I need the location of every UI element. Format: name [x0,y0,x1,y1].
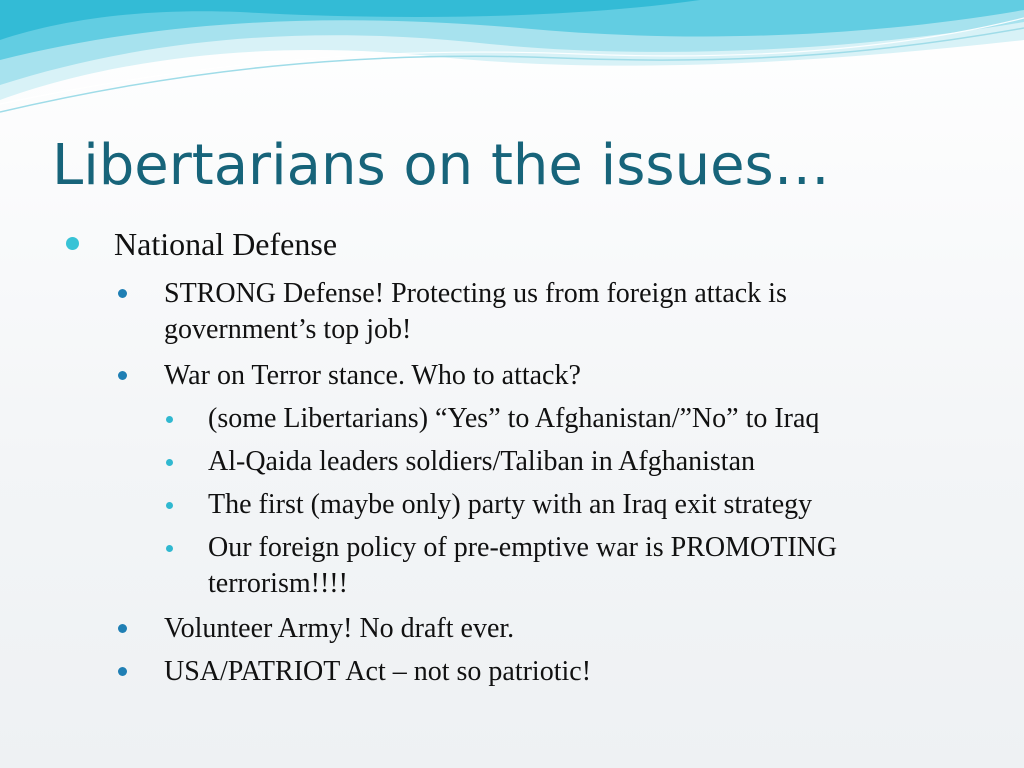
bullet-text: (some Libertarians) “Yes” to Afghanistan/”No” to Iraq [208,403,820,434]
bullet-item-iraq-exit-strategy [208,487,928,523]
bullet-icon [166,545,173,552]
bullet-icon [118,289,127,298]
bullet-icon [166,416,173,423]
bullet-icon [166,502,173,509]
slide-title: Libertarians on the issues… [52,133,830,198]
bullet-item-volunteer-army [164,611,924,647]
bullet-text: National Defense [114,226,338,262]
bullet-item-afghanistan-iraq [208,401,928,437]
bullet-icon [166,459,173,466]
bullet-text: USA/PATRIOT Act – not so patriotic! [164,656,592,687]
bullet-text: War on Terror stance. Who to attack? [164,360,581,391]
bullet-item-national-defense [114,226,337,262]
bullet-text: The first (maybe only) party with an Iraq exit strategy [208,489,813,520]
bullet-item-al-qaida [208,444,928,480]
bullet-item-foreign-policy [208,530,928,602]
bullet-item-strong-defense [164,276,924,348]
bullet-icon [118,371,127,380]
bullet-text: Al-Qaida leaders soldiers/Taliban in Afghanistan [208,446,755,477]
bullet-text: STRONG Defense! Protecting us from foreign attack is government’s top job! [164,278,787,345]
bullet-text: Our foreign policy of pre-emptive war is PROMOTING terrorism!!!! [208,532,838,599]
bullet-icon [118,624,127,633]
bullet-item-war-on-terror [164,358,924,394]
bullet-item-patriot-act [164,654,924,690]
bullet-icon [66,237,79,250]
bullet-icon [118,667,127,676]
bullet-text: Volunteer Army! No draft ever. [164,613,515,644]
